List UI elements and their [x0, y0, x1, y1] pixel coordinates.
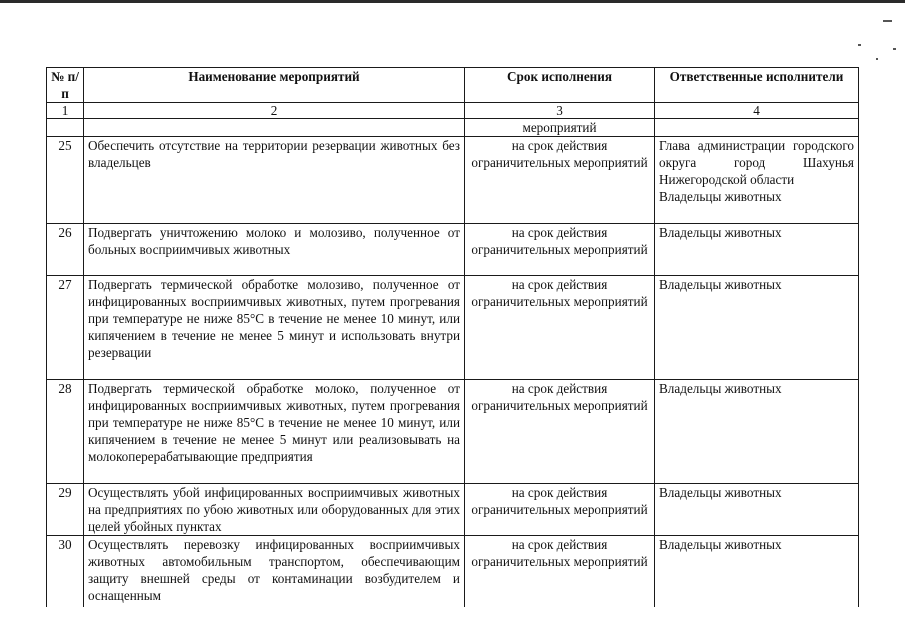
- cell-num: 30: [47, 536, 84, 623]
- table-row: [47, 276, 859, 380]
- table-row: [47, 137, 859, 224]
- header-row: [47, 68, 859, 103]
- cell-name: Осуществлять убой инфицированных восприимчивых животных на предприятиях по убою животных или оборудованных для этих целей убойных пунктах: [84, 484, 465, 536]
- column-number-row: [47, 103, 859, 119]
- cell-num: 26: [47, 224, 84, 276]
- cell-resp: Владельцы животных: [655, 484, 859, 536]
- cell-name: Подвергать термической обработке молозиво, полученное от инфицированных восприимчивых животных, путем прогревания при температуре не ниже 85°С в течение не менее 10 минут, или кипячением в течение не менее 5 минут и использовать внутри резервации: [84, 276, 465, 380]
- header-num: № п/п: [47, 68, 84, 103]
- table-row: [47, 224, 859, 276]
- cell-resp: [655, 137, 859, 224]
- cell-name: Подвергать термической обработке молоко, полученное от инфицированных восприимчивых животных, путем прогревания при температуре не ниже 85°С в течение не менее 10 минут, или кипячением в течение не менее 5 минут или реализовывать на молокоперерабатывающие предприятия: [84, 380, 465, 484]
- cell-term: на срок действия ограничительных мероприятий: [465, 484, 655, 536]
- top-scan-edge: [0, 0, 905, 5]
- cell-resp: Владельцы животных: [655, 276, 859, 380]
- cell-resp: Владельцы животных: [655, 380, 859, 484]
- cell-name: Обеспечить отсутствие на территории резервации животных без владельцев: [84, 137, 465, 224]
- cell-name: Подвергать уничтожению молоко и молозиво, полученное от больных восприимчивых животных: [84, 224, 465, 276]
- column-number: 3: [465, 103, 655, 119]
- page-bottom-margin: [0, 607, 905, 640]
- cell-resp: Владельцы животных: [655, 224, 859, 276]
- cell-resp: Владельцы животных: [655, 536, 859, 623]
- cell-term: мероприятий: [465, 119, 655, 137]
- cell-term: на срок действия ограничительных мероприятий: [465, 276, 655, 380]
- measures-table: [46, 67, 859, 623]
- column-number: 1: [47, 103, 84, 119]
- table-row: [47, 380, 859, 484]
- cell-term: на срок действия ограничительных мероприятий: [465, 137, 655, 224]
- cell-num: 27: [47, 276, 84, 380]
- cell-num: 28: [47, 380, 84, 484]
- cell-num: 25: [47, 137, 84, 224]
- header-name: Наименование мероприятий: [84, 68, 465, 103]
- resp-line: Владельцы животных: [659, 189, 782, 204]
- continuation-row: [47, 119, 859, 137]
- cell-num: 29: [47, 484, 84, 536]
- resp-line: Глава администрации городского округа город Шахунья Нижегородской области: [659, 138, 854, 187]
- cell-term: на срок действия ограничительных мероприятий: [465, 536, 655, 623]
- cell-term: на срок действия ограничительных мероприятий: [465, 224, 655, 276]
- cell-term: на срок действия ограничительных мероприятий: [465, 380, 655, 484]
- column-number: 2: [84, 103, 465, 119]
- column-number: 4: [655, 103, 859, 119]
- table-row: [47, 484, 859, 536]
- header-term: Срок исполнения: [465, 68, 655, 103]
- cell-name: Осуществлять перевозку инфицированных восприимчивых животных автомобильным транспортом, обеспечивающим защиту внешней среды от контаминации возбудителем и оснащенным: [84, 536, 465, 623]
- header-resp: Ответственные исполнители: [655, 68, 859, 103]
